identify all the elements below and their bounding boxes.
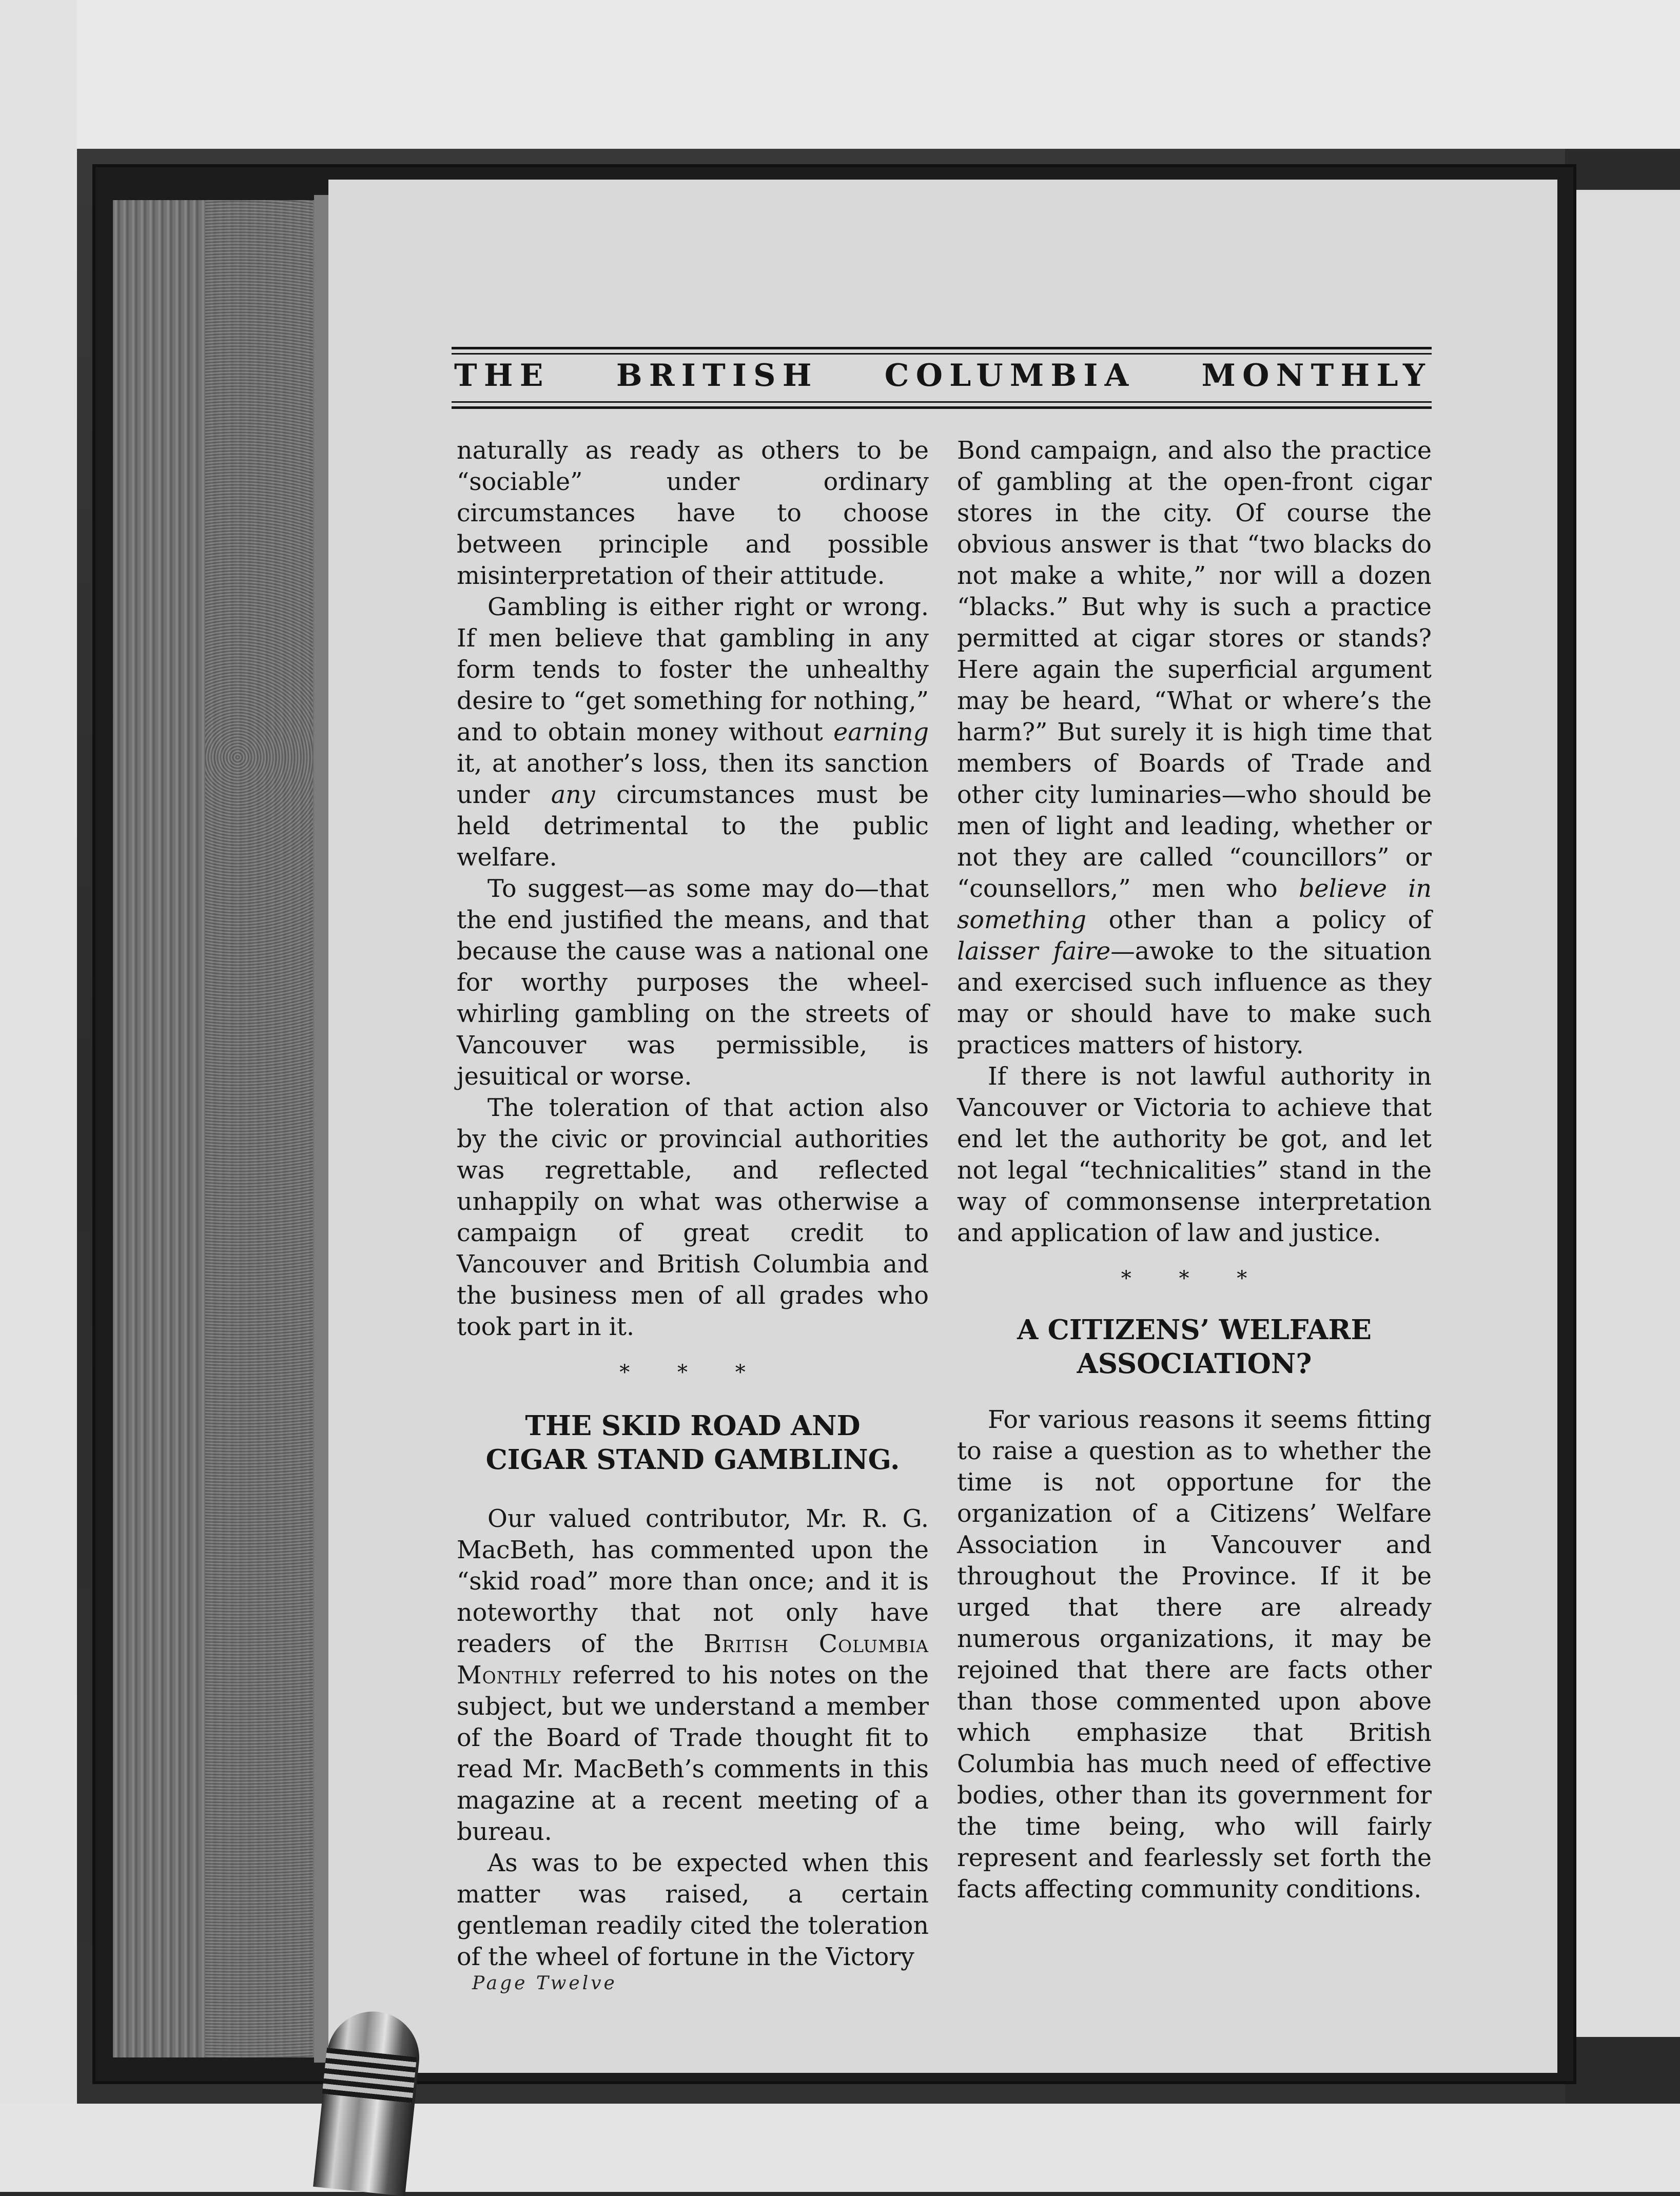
masthead-word-4: MONTHLY bbox=[1201, 358, 1432, 394]
header-rule-bottom-2 bbox=[452, 406, 1432, 409]
header-rule-top bbox=[452, 347, 1432, 349]
article-heading-skid-road: THE SKID ROAD AND CIGAR STAND GAMBLING. bbox=[485, 1410, 900, 1476]
bottom-margin bbox=[0, 2104, 1680, 2192]
emphasis-any: any bbox=[551, 781, 595, 809]
top-margin bbox=[0, 0, 1680, 149]
masthead-word-1: THE bbox=[454, 358, 550, 394]
left-paragraph-1: naturally as ready as others to be “sociable” under ordinary circumstances have to choose between principle and possible misinterpretation of their attitude. bbox=[457, 437, 929, 590]
article-heading-citizens-welfare: A CITIZENS’ WELFARE ASSOCIATION? bbox=[1017, 1314, 1372, 1380]
page-block-mottle bbox=[205, 200, 313, 2057]
right-column bbox=[957, 435, 1432, 1905]
section-divider-stars-right: * * * bbox=[1121, 1267, 1268, 1290]
emphasis-believe-in-something: believe in something bbox=[957, 875, 1432, 934]
pencil-ferrule bbox=[322, 2048, 417, 2103]
emphasis-laisser-faire: laisser faire bbox=[957, 937, 1111, 966]
left-column bbox=[457, 435, 929, 1973]
left-paragraph-6: As was to be expected when this matter was raised, a certain gentleman readily cited the toleration of the wheel of fortune in the Victory bbox=[457, 1849, 929, 1971]
emphasis-earning: earning bbox=[833, 718, 929, 747]
left-paragraph-4: The toleration of that action also by the civic or provincial authorities was regrettable, and reflected unhappily on what was otherwise a campaign of great credit to Vancouver and British Columbia and the business men of all grades who took part in it. bbox=[457, 1094, 929, 1341]
facing-page-edge bbox=[1575, 190, 1680, 2037]
masthead-word-3: COLUMBIA bbox=[884, 358, 1136, 394]
left-margin bbox=[0, 0, 77, 2192]
left-paragraph-2: Gambling is either right or wrong. If men believe that gambling in any form tends to foster the unhealthy desire to “get something for nothing,” and to obtain money without earning it, at another’s loss, then its sanction under any circumstances must be held detrimental to the public welfare. bbox=[457, 593, 929, 872]
right-paragraph-1: Bond campaign, and also the practice of gambling at the open-front cigar stores in the city. Of course the obvious answer is that “two blacks do not make a white,” nor will a dozen “blacks.” But why is such a practice permitted at cigar stores or stands? Here again the superficial argument may be heard, “What or where’s the harm?” But surely it is high time that members of Boards of Trade and other city luminaries—who should be men of light and leading, whether or not they are called “councillors” or “counsellors,” men who believe in something other than a policy of laisser faire—awoke to the situation and exercised such influence as they may or should have to make such practices matters of history. bbox=[957, 437, 1432, 1060]
left-paragraph-3: To suggest—as some may do—that the end justified the means, and that because the cause was a national one for worthy purposes the wheel-whirling gambling on the streets of Vancouver was permissible, is jesuitical or worse. bbox=[457, 875, 929, 1091]
page-folio: Page Twelve bbox=[472, 1973, 617, 1994]
right-paragraph-3: For various reasons it seems fitting to raise a question as to whether the time is not opportune for the organization of a Citizens’ Welfare Association in Vancouver and throughout the Province. If it be urged that there are already numerous organizations, it may be rejoined that there are facts other than those commented upon above which emphasize that British Columbia has much need of effective bodies, other than its government for the time being, who will fairly represent and fearlessly set forth the facts affecting community conditions. bbox=[957, 1406, 1432, 1904]
left-paragraph-5: Our valued contributor, Mr. R. G. MacBeth, has commented upon the “skid road” more than once; and it is noteworthy that not only have readers of the British Columbia Monthly referred to his notes on the subject, but we understand a member of the Board of Trade thought fit to read Mr. MacBeth’s comments in this magazine at a recent meeting of a bureau. bbox=[457, 1505, 929, 1846]
masthead bbox=[454, 350, 1432, 401]
header-rule-bottom bbox=[452, 401, 1432, 403]
masthead-word-2: BRITISH bbox=[616, 358, 818, 394]
right-paragraph-2: If there is not lawful authority in Vancouver or Victoria to achieve that end let the authority be got, and let not legal “technicalities” stand in the way of commonsense interpretation and application of law and justice. bbox=[957, 1063, 1432, 1247]
section-divider-stars: * * * bbox=[619, 1361, 766, 1384]
magazine-name-smallcaps: British Columbia Monthly bbox=[457, 1630, 929, 1690]
